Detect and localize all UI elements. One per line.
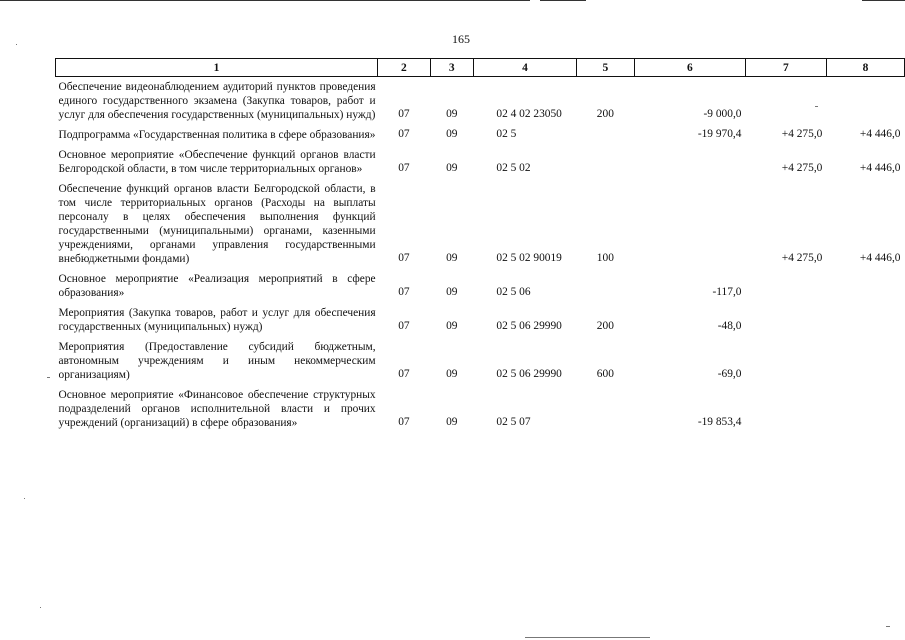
column-header-3: 3 [430,59,473,77]
column-header-1: 1 [56,59,378,77]
table-row [56,125,905,145]
section-code: 07 [398,128,410,140]
table-row [56,179,905,269]
amount-col-6 [634,179,745,269]
amount-col-8: +4 446,0 [859,162,901,174]
amount-col-6: -19 970,4 [697,128,742,140]
scan-speck [47,377,50,378]
column-header-5: 5 [577,59,635,77]
amount-col-8 [826,77,904,126]
amount-col-7: +4 275,0 [781,128,823,140]
amount-col-6 [634,145,745,179]
expense-type-code [577,385,635,433]
top-scan-line-right [540,0,586,1]
expense-type-code: 100 [596,252,614,264]
amount-col-7 [745,269,826,303]
column-header-4: 4 [473,59,576,77]
expense-type-code [577,125,635,145]
section-code: 07 [398,368,410,380]
row-name: Мероприятия (Предоставление субсидий бюджетным, автономным учреждениям и иным некоммерческим организациям) [58,341,376,381]
scan-speck [886,626,890,627]
amount-col-8 [826,269,904,303]
amount-col-8: +4 446,0 [859,252,901,264]
table-header-row [56,59,905,77]
subsection-code: 09 [446,108,458,120]
expense-type-code: 200 [596,108,614,120]
scan-speck [40,607,41,608]
row-name: Основное мероприятие «Обеспечение функций органов власти Белгородской области, в том числе территориальных органов» [58,149,376,175]
target-article-code: 02 5 [496,128,517,140]
amount-col-7: +4 275,0 [781,252,823,264]
section-code: 07 [398,252,410,264]
amount-col-7 [745,337,826,385]
subsection-code: 09 [446,286,458,298]
section-code: 07 [398,286,410,298]
table-row [56,337,905,385]
amount-col-7: +4 275,0 [781,162,823,174]
subsection-code: 09 [446,128,458,140]
section-code: 07 [398,320,410,332]
column-header-8: 8 [826,59,904,77]
row-name: Основное мероприятие «Реализация мероприятий в сфере образования» [58,273,376,299]
row-name: Мероприятия (Закупка товаров, работ и услуг для обеспечения государственных (муниципальных) нужд) [58,307,376,333]
expense-type-code: 600 [596,368,614,380]
table-row [56,145,905,179]
amount-col-6: -117,0 [712,286,742,298]
table-row [56,303,905,337]
section-code: 07 [398,416,410,428]
table-row [56,385,905,433]
section-code: 07 [398,108,410,120]
expense-type-code [577,269,635,303]
row-name: Обеспечение видеонаблюдением аудиторий пунктов проведения единого государственного экзамена (Закупка товаров, работ и услуг для обеспечения государственных (муниципальных) нужд) [58,81,376,121]
table-row [56,77,905,126]
target-article-code: 02 5 06 [496,286,531,298]
amount-col-8 [826,337,904,385]
amount-col-8 [826,385,904,433]
target-article-code: 02 5 07 [496,416,531,428]
target-article-code: 02 4 02 23050 [496,108,562,120]
amount-col-7 [745,385,826,433]
scan-speck [24,498,25,499]
expense-type-code: 200 [596,320,614,332]
row-name: Подпрограмма «Государственная политика в сфере образования» [58,129,376,141]
amount-col-6: -19 853,4 [697,416,742,428]
page-number: 165 [452,32,470,46]
amount-col-8: +4 446,0 [859,128,901,140]
top-scan-line [0,0,530,1]
target-article-code: 02 5 02 [496,162,531,174]
row-name: Обеспечение функций органов власти Белгородской области, в том числе территориальных органов (Расходы на выплаты персоналу в целях обеспечения выполнения функций государственными (муниципальными) органами, казенными учреждениями, органами управления государственными внебюджетными фондами) [58,183,376,265]
section-code: 07 [398,162,410,174]
column-header-6: 6 [634,59,745,77]
bottom-scan-line [525,637,650,638]
budget-table [55,58,905,433]
amount-col-7 [745,303,826,337]
target-article-code: 02 5 06 29990 [496,320,562,332]
row-name: Основное мероприятие «Финансовое обеспечение структурных подразделений органов исполнительной власти и прочих учреждений (организаций) в сфере образования» [58,389,376,429]
subsection-code: 09 [446,416,458,428]
amount-col-7 [745,77,826,126]
expense-type-code [577,145,635,179]
column-header-2: 2 [378,59,431,77]
amount-col-6: -9 000,0 [703,108,742,120]
subsection-code: 09 [446,252,458,264]
table-row [56,269,905,303]
subsection-code: 09 [446,320,458,332]
subsection-code: 09 [446,162,458,174]
amount-col-6: -69,0 [717,368,742,380]
amount-col-8 [826,303,904,337]
column-header-7: 7 [745,59,826,77]
top-scan-line-far-right [862,0,905,1]
target-article-code: 02 5 02 90019 [496,252,562,264]
subsection-code: 09 [446,368,458,380]
amount-col-6: -48,0 [717,320,742,332]
target-article-code: 02 5 06 29990 [496,368,562,380]
